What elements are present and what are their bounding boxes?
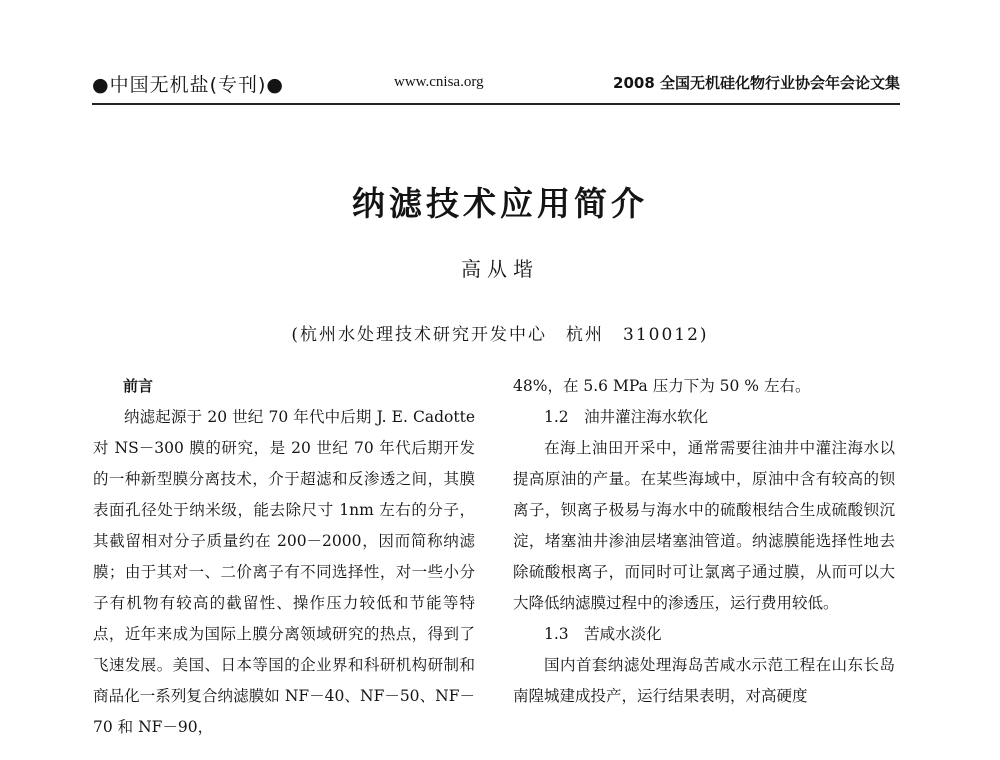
section-heading-preface: 前言 [123, 377, 154, 395]
author-affiliation: (杭州水处理技术研究开发中心 杭州 310012) [291, 325, 709, 345]
section-1-2-heading: 1.2 油井灌注海水软化 [544, 408, 709, 426]
continued-paragraph: 48%，在 5.6 MPa 压力下为 50 % 左右。 [513, 377, 811, 395]
conference-title: 2008 全国无机硅化物行业协会年会论文集 [613, 74, 900, 92]
section-1-3-paragraph: 国内首套纳滤处理海岛苦咸水示范工程在山东长岛南隍城建成投产，运行结果表明，对高硬度 [513, 656, 895, 705]
journal-name: ●中国无机盐(专刊)● [92, 74, 284, 96]
page-header [92, 68, 900, 98]
journal-url[interactable]: www.cnisa.org [394, 74, 484, 90]
section-1-3-heading: 1.3 苦咸水淡化 [544, 625, 662, 643]
article-title: 纳滤技术应用简介 [352, 184, 648, 223]
header-rule [92, 103, 900, 105]
right-column [513, 371, 895, 712]
preface-paragraph: 纳滤起源于 20 世纪 70 年代中后期 J. E. Cadotte 对 NS－300 膜的研究，是 20 世纪 70 年代后期开发的一种新型膜分离技术，介于超滤和反渗透之间，其膜表面孔径处于纳米级，能去除尺寸 1nm 左右的分子，其截留相对分子质量约在 200－2000，因而简称纳滤膜；由于其对一、二价离子有不同选择性，对一些小分子有机物有较高的截留性、操作压力较低和节能等特点，近年来成为国际上膜分离领域研究的热点，得到了飞速发展。美国、日本等国的企业界和科研机构研制和商品化一系列复合纳滤膜如 NF－40、NF－50、NF－70 和 NF－90， [93, 408, 475, 736]
section-1-2-paragraph: 在海上油田开采中，通常需要往油井中灌注海水以提高原油的产量。在某些海域中，原油中含有较高的钡离子，钡离子极易与海水中的硫酸根结合生成硫酸钡沉淀，堵塞油井渗油层堵塞油管道。纳滤膜能选择性地去除硫酸根离子，而同时可让氯离子通过膜，从而可以大大降低纳滤膜过程中的渗透压，运行费用较低。 [513, 439, 895, 612]
article-author: 高从堦 [461, 257, 539, 281]
left-column [93, 371, 475, 743]
